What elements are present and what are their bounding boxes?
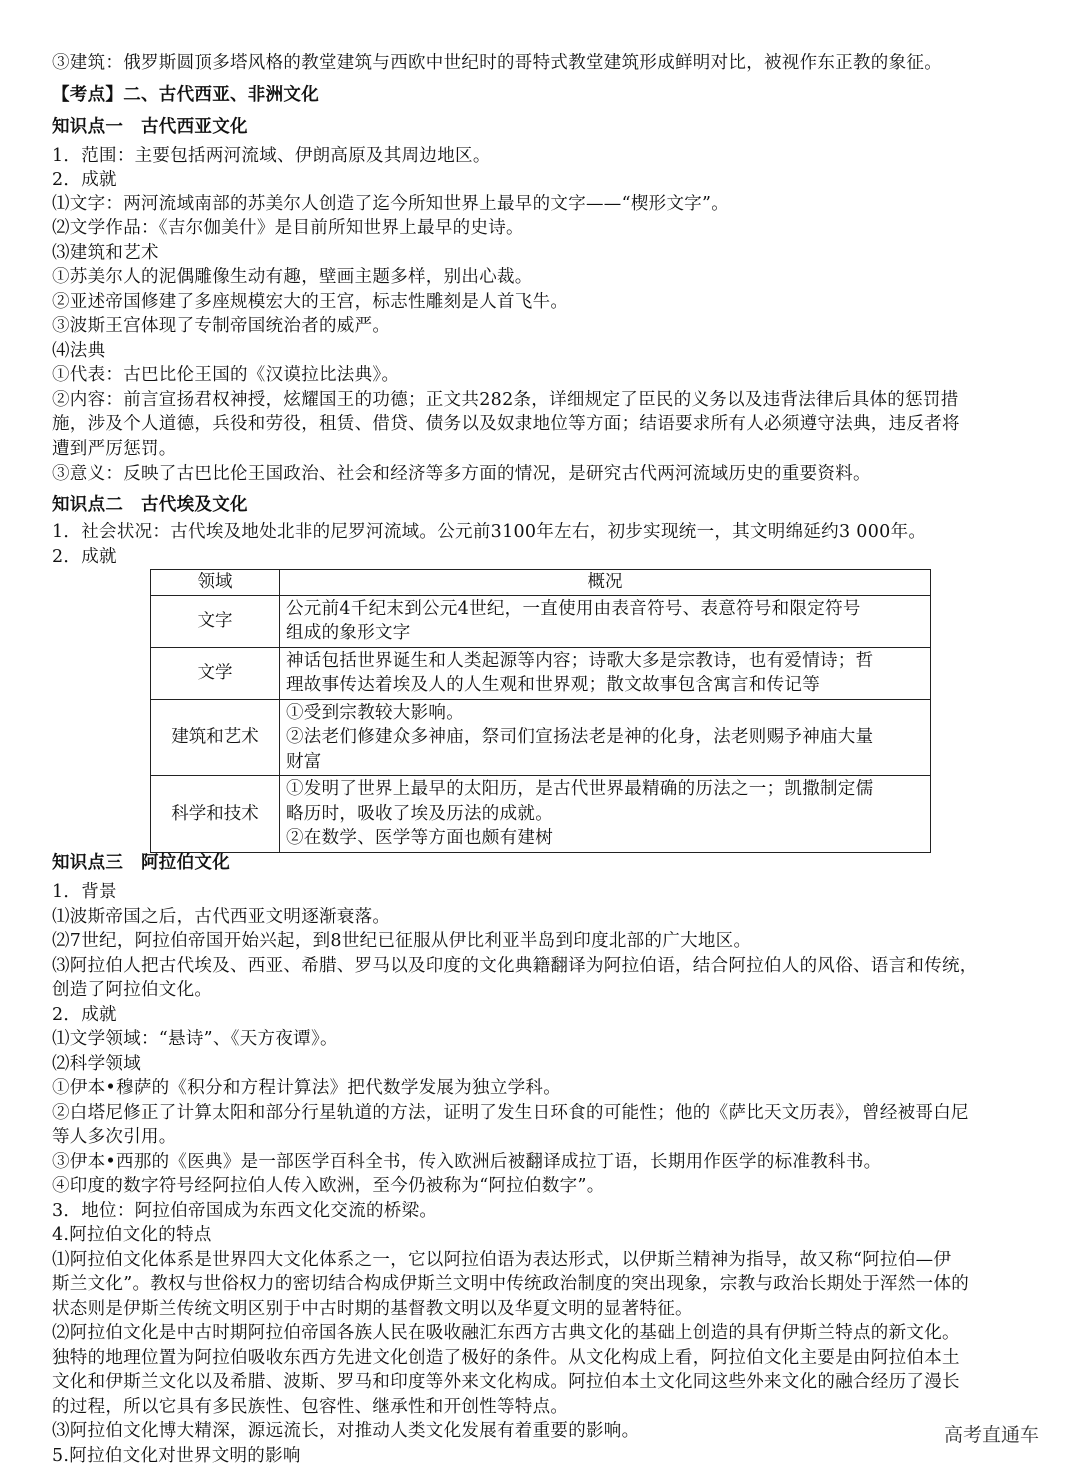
table-row <box>151 595 931 647</box>
text-line: ⑶建筑和艺术 <box>52 243 159 263</box>
knowledge-point-heading: 知识点三 阿拉伯文化 <box>52 853 230 873</box>
text-line: 斯兰文化”。教权与世俗权力的密切结合构成伊斯兰文明中传统政治制度的突出现象，宗教与政治长期处于浑然一体的 <box>52 1274 970 1294</box>
text-line: ④印度的数字符号经阿拉伯人传入欧洲，至今仍被称为“阿拉伯数字”。 <box>52 1176 605 1196</box>
text-line: ②亚述帝国修建了多座规模宏大的王宫，标志性雕刻是人首飞牛。 <box>52 292 569 312</box>
desc-line: 神话包括世界诞生和人类起源等内容；诗歌大多是宗教诗，也有爱情诗；哲 <box>286 650 874 671</box>
text-line: 遭到严厉惩罚。 <box>52 439 177 459</box>
text-line: ①伊本•穆萨的《积分和方程计算法》把代数学发展为独立学科。 <box>52 1078 562 1098</box>
text-line: 2．成就 <box>52 547 117 567</box>
text-line: ①代表：古巴比伦王国的《汉谟拉比法典》。 <box>52 365 400 385</box>
text-line: ③伊本•西那的《医典》是一部医学百科全书，传入欧洲后被翻译成拉丁语，长期用作医学的标准教科书。 <box>52 1152 882 1172</box>
text-line: ⑴文字：两河流域南部的苏美尔人创造了迄今所知世界上最早的文字——“楔形文字”。 <box>52 194 730 214</box>
table-header-overview: 概况 <box>280 570 931 596</box>
text-line: 独特的地理位置为阿拉伯吸收东西方先进文化创造了极好的条件。从文化构成上看，阿拉伯文化主要是由阿拉伯本土 <box>52 1348 960 1368</box>
desc-line: ①受到宗教较大影响。 <box>286 702 464 723</box>
text-line: ②白塔尼修正了计算太阳和部分行星轨道的方法，证明了发生日环食的可能性；他的《萨比天文历表》，曾经被哥白尼 <box>52 1103 969 1123</box>
watermark-label: 高考直通车 <box>944 1424 1040 1446</box>
text-line: 2．成就 <box>52 1005 117 1025</box>
egypt-achievements-table <box>150 569 931 853</box>
text-line: ①苏美尔人的泥偶雕像生动有趣，壁画主题多样，别出心裁。 <box>52 267 533 287</box>
table-row <box>151 647 931 699</box>
text-line: 的过程，所以它具有多民族性、包容性、继承性和开创性等特点。 <box>52 1397 569 1417</box>
text-line: ⑴波斯帝国之后，古代西亚文明逐渐衰落。 <box>52 907 391 927</box>
text-line: 2．成就 <box>52 170 117 190</box>
knowledge-point-heading: 知识点二 古代埃及文化 <box>52 495 248 515</box>
text-line: 1．社会状况：古代埃及地处北非的尼罗河流域。公元前3100年左右，初步实现统一，其文明绵延约3 000年。 <box>52 522 927 542</box>
table-cell-desc <box>280 647 931 699</box>
text-line: ⑷法典 <box>52 341 106 361</box>
text-line: ⑶阿拉伯文化博大精深，源远流长，对推动人类文化发展有着重要的影响。 <box>52 1421 640 1441</box>
text-line: ③建筑：俄罗斯圆顶多塔风格的教堂建筑与西欧中世纪时的哥特式教堂建筑形成鲜明对比，被视作东正教的象征。 <box>52 53 942 73</box>
text-line: ③意义：反映了古巴比伦王国政治、社会和经济等多方面的情况，是研究古代两河流域历史的重要资料。 <box>52 464 871 484</box>
table-cell-field: 文字 <box>151 595 280 647</box>
text-line: 3．地位：阿拉伯帝国成为东西文化交流的桥梁。 <box>52 1201 438 1221</box>
text-line: ③波斯王宫体现了专制帝国统治者的威严。 <box>52 316 391 336</box>
table-cell-desc <box>280 776 931 853</box>
text-line: ⑵科学领域 <box>52 1054 141 1074</box>
desc-line: ①发明了世界上最早的太阳历，是古代世界最精确的历法之一；凯撒制定儒 <box>286 779 874 799</box>
table-cell-desc <box>280 595 931 647</box>
table-row <box>151 699 931 776</box>
desc-line: 理故事传达着埃及人的人生观和世界观；散文故事包含寓言和传记等 <box>286 675 820 695</box>
table-header-field: 领域 <box>151 570 280 596</box>
table-header-row <box>151 570 931 596</box>
desc-line: 公元前4千纪末到公元4世纪，一直使用由表音符号、表意符号和限定符号 <box>286 598 861 619</box>
table-cell-field: 建筑和艺术 <box>151 699 280 776</box>
text-line: 状态则是伊斯兰传统文明区别于中古时期的基督教文明以及华夏文明的显著特征。 <box>52 1299 693 1319</box>
knowledge-point-heading: 知识点一 古代西亚文化 <box>52 117 248 137</box>
desc-line: 组成的象形文字 <box>286 623 411 643</box>
table-cell-field: 文学 <box>151 647 280 699</box>
table-cell-field: 科学和技术 <box>151 776 280 853</box>
table-row <box>151 776 931 853</box>
text-line: 施，涉及个人道德，兵役和劳役，租赁、借贷、债务以及奴隶地位等方面；结语要求所有人必须遵守法典，违反者将 <box>52 414 960 434</box>
text-line: ⑵文学作品：《吉尔伽美什》是目前所知世界上最早的史诗。 <box>52 218 524 238</box>
text-line: 1．范围：主要包括两河流域、伊朗高原及其周边地区。 <box>52 146 491 166</box>
desc-line: 财富 <box>286 751 322 772</box>
text-line: ⑶阿拉伯人把古代埃及、西亚、希腊、罗马以及印度的文化典籍翻译为阿拉伯语，结合阿拉伯人的风俗、语言和传统， <box>52 956 978 976</box>
text-line: ⑵阿拉伯文化是中古时期阿拉伯帝国各族人民在吸收融汇东西方古典文化的基础上创造的具有伊斯兰特点的新文化。 <box>52 1323 960 1343</box>
text-line: 创造了阿拉伯文化。 <box>52 980 213 1000</box>
table-cell-desc <box>280 699 931 776</box>
text-line: 等人多次引用。 <box>52 1127 177 1147</box>
desc-line: ②法老们修建众多神庙，祭司们宣扬法老是神的化身，法老则赐予神庙大量 <box>286 727 874 747</box>
desc-line: 略历时，吸收了埃及历法的成就。 <box>286 803 553 824</box>
text-line: ⑵7世纪，阿拉伯帝国开始兴起，到8世纪已征服从伊比利亚半岛到印度北部的广大地区。 <box>52 931 752 951</box>
text-line: ②内容：前言宣扬君权神授，炫耀国王的功德；正文共282条，详细规定了臣民的义务以及违背法律后具体的惩罚措 <box>52 390 959 410</box>
desc-line: ②在数学、医学等方面也颇有建树 <box>286 828 553 848</box>
text-line: 文化和伊斯兰文化以及希腊、波斯、罗马和印度等外来文化构成。阿拉伯本土文化同这些外来文化的融合经历了漫长 <box>52 1372 960 1392</box>
text-line: 4.阿拉伯文化的特点 <box>52 1225 212 1245</box>
text-line: 1．背景 <box>52 882 117 902</box>
text-line: ⑴文学领域：“悬诗”、《天方夜谭》。 <box>52 1029 338 1049</box>
section-heading: 【考点】二、古代西亚、非洲文化 <box>52 85 319 105</box>
text-line: 5.阿拉伯文化对世界文明的影响 <box>52 1446 301 1466</box>
text-line: ⑴阿拉伯文化体系是世界四大文化体系之一，它以阿拉伯语为表达形式，以伊斯兰精神为指导，故又称“阿拉伯—伊 <box>52 1250 952 1270</box>
